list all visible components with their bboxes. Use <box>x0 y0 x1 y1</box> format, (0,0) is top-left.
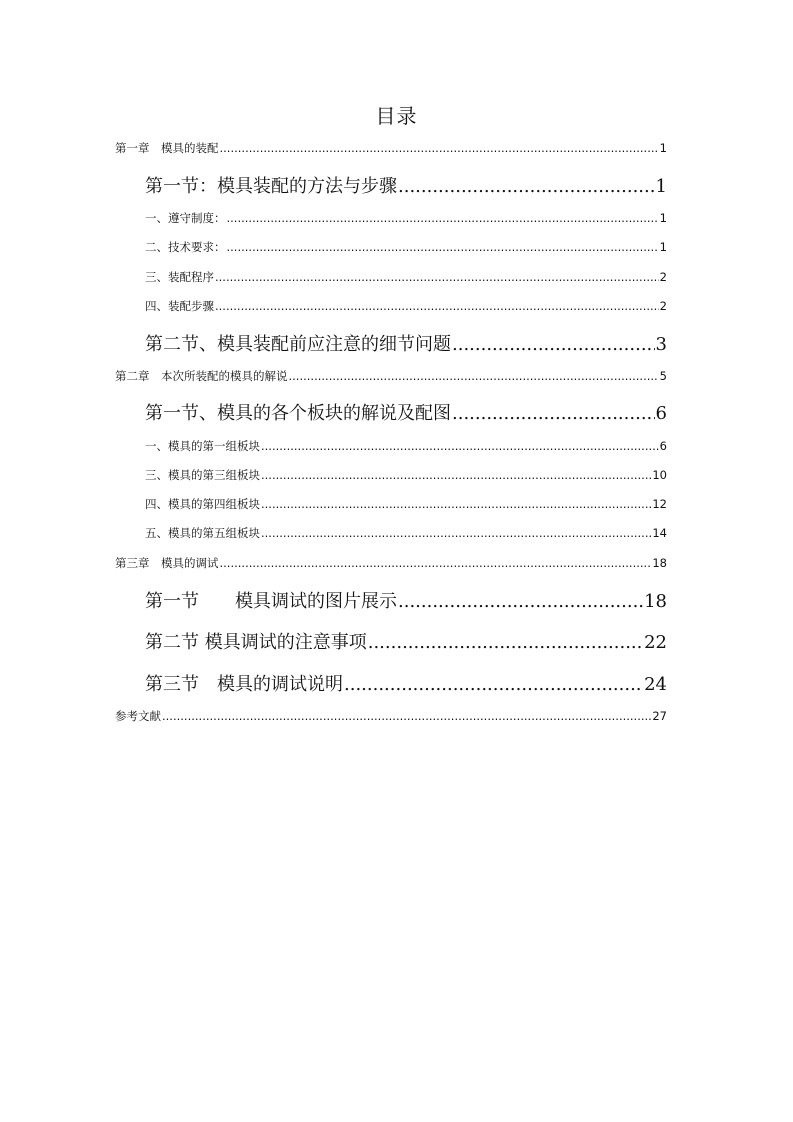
toc-entry-page: 6 <box>659 439 667 453</box>
toc-entry-section-1-1[interactable] <box>145 175 667 199</box>
toc-entry-page: 3 <box>655 334 667 355</box>
toc-entry-label: 一、遵守制度： <box>145 211 226 225</box>
toc-entry-chapter-3[interactable] <box>115 555 667 571</box>
toc-entry-label: 第二节、模具装配前应注意的细节问题 <box>145 334 451 355</box>
toc-entry-item-6[interactable] <box>145 467 667 483</box>
toc-entry-page: 18 <box>644 591 667 612</box>
toc-entry-chapter-1[interactable] <box>115 140 667 156</box>
toc-entry-page: 2 <box>659 299 667 313</box>
dot-leader <box>227 210 659 226</box>
toc-entry-page: 5 <box>659 369 667 383</box>
toc-entry-references[interactable] <box>115 708 667 724</box>
toc-entry-label: 第一节：模具装配的方法与步骤 <box>145 176 397 197</box>
toc-entry-page: 22 <box>644 632 667 653</box>
dot-leader <box>289 368 659 384</box>
toc-entry-label: 三、模具的第三组板块 <box>145 468 260 482</box>
dot-leader <box>220 555 652 571</box>
toc-entry-label: 四、模具的第四组板块 <box>145 497 260 511</box>
dot-leader <box>452 333 655 357</box>
toc-entry-page: 18 <box>652 556 667 570</box>
dot-leader <box>261 467 651 483</box>
dot-leader <box>261 496 651 512</box>
toc-entry-label: 参考文献 <box>115 709 161 723</box>
toc-entry-page: 1 <box>659 141 667 155</box>
dot-leader <box>215 269 659 285</box>
dot-leader <box>215 298 659 314</box>
dot-leader <box>368 631 643 655</box>
toc-entry-section-1-2[interactable] <box>145 333 667 357</box>
dot-leader <box>398 175 655 199</box>
toc-entry-section-3-1[interactable] <box>145 590 667 614</box>
toc-entry-section-3-2[interactable] <box>145 631 667 655</box>
toc-entry-label: 第一节、模具的各个板块的解说及配图 <box>145 403 451 424</box>
toc-entry-label: 第一章 模具的装配 <box>115 141 219 155</box>
dot-leader <box>452 402 655 426</box>
dot-leader <box>261 438 659 454</box>
toc-entry-label: 第二章 本次所装配的模具的解说 <box>115 369 288 383</box>
toc-entry-item-2[interactable] <box>145 239 667 255</box>
dot-leader <box>344 673 643 697</box>
toc-entry-item-3[interactable] <box>145 269 667 285</box>
toc-entry-page: 27 <box>652 709 667 723</box>
toc-entry-item-1[interactable] <box>145 210 667 226</box>
toc-entry-section-3-3[interactable] <box>145 673 667 697</box>
toc-entry-page: 1 <box>655 176 667 197</box>
dot-leader <box>261 525 651 541</box>
toc-entry-label: 第一节 模具调试的图片展示 <box>145 591 397 612</box>
toc-entry-page: 1 <box>659 240 667 254</box>
toc-entry-page: 12 <box>652 497 667 511</box>
dot-leader <box>398 590 643 614</box>
toc-entry-label: 四、装配步骤 <box>145 299 214 313</box>
toc-entry-item-5[interactable] <box>145 438 667 454</box>
toc-entry-page: 2 <box>659 270 667 284</box>
page-title: 目录 <box>375 104 418 128</box>
toc-entry-section-2-1[interactable] <box>145 402 667 426</box>
toc-entry-page: 24 <box>644 674 667 695</box>
toc-entry-chapter-2[interactable] <box>115 368 667 384</box>
toc-entry-label: 第二节 模具调试的注意事项 <box>145 632 367 653</box>
toc-entry-page: 10 <box>652 468 667 482</box>
toc-entry-page: 1 <box>659 211 667 225</box>
toc-entry-label: 五、模具的第五组板块 <box>145 526 260 540</box>
dot-leader <box>227 239 659 255</box>
dot-leader <box>220 140 659 156</box>
dot-leader <box>162 708 651 724</box>
toc-entry-label: 一、模具的第一组板块 <box>145 439 260 453</box>
toc-entry-item-4[interactable] <box>145 298 667 314</box>
toc-entry-label: 第三节 模具的调试说明 <box>145 674 343 695</box>
toc-entry-label: 二、技术要求： <box>145 240 226 254</box>
toc-entry-label: 第三章 模具的调试 <box>115 556 219 570</box>
toc-entry-page: 6 <box>655 403 667 424</box>
toc-entry-page: 14 <box>652 526 667 540</box>
toc-entry-item-8[interactable] <box>145 525 667 541</box>
toc-entry-item-7[interactable] <box>145 496 667 512</box>
toc-entry-label: 三、装配程序 <box>145 270 214 284</box>
